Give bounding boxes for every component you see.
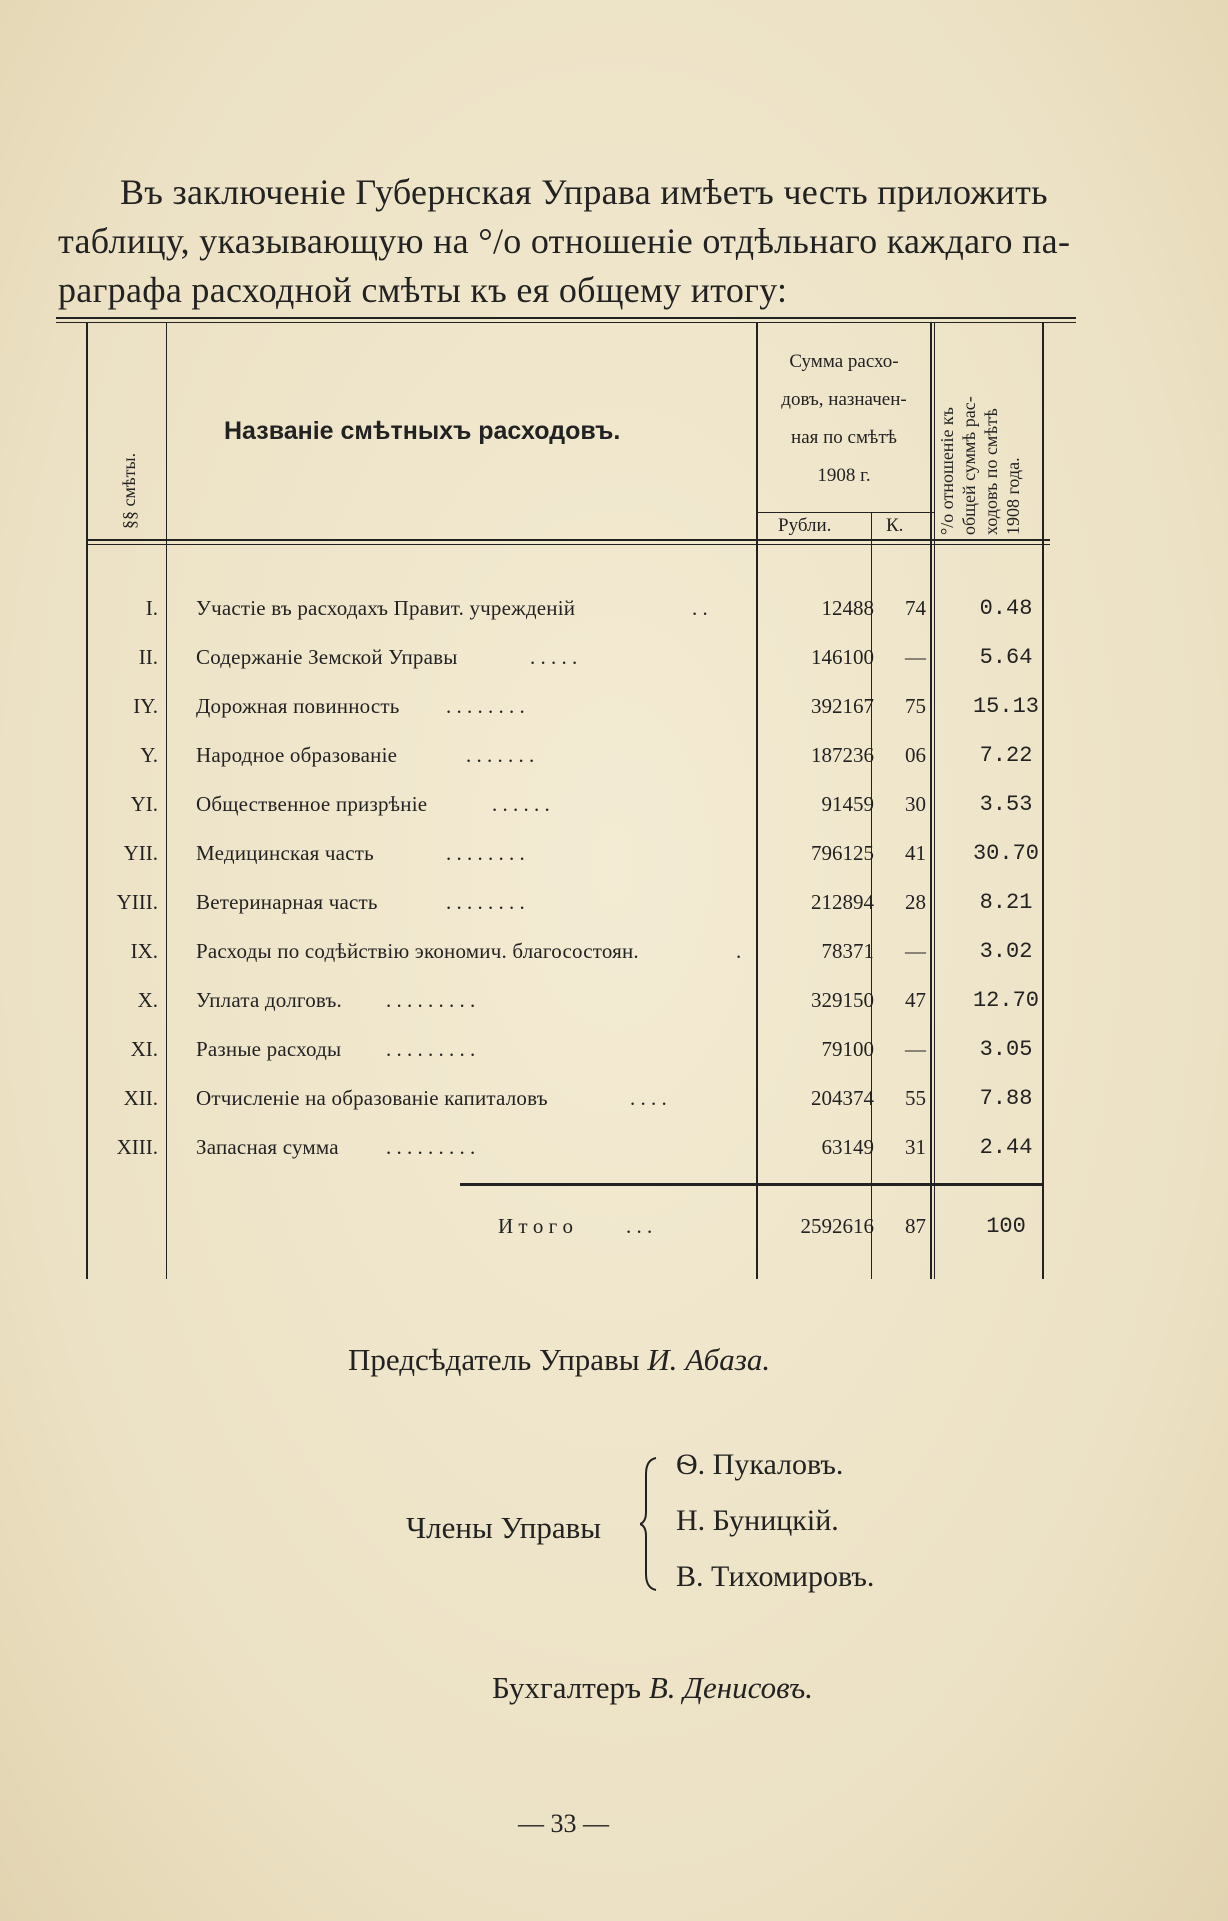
table-row [56,930,1076,979]
row-percent: 5.64 [979,645,1033,670]
header-kop: К. [886,515,904,536]
row-dots: . . . . . . . [466,743,535,767]
row-dots: . . . . . [530,645,578,669]
row-name: Расходы по содѣйствію экономич. благосостоян. [196,939,639,963]
intro-line-1: Въ заключеніе Губернская Управа имѣетъ честь приложить [120,172,1048,212]
table-row [56,979,1076,1028]
header-bottom-rule [86,539,1050,541]
accountant-line [492,1670,813,1706]
row-paragraph: Y. [140,743,158,767]
total-label: И т о г о [498,1214,573,1238]
table-top-rule [56,317,1076,319]
row-kopecks: — [905,939,926,963]
row-paragraph: IY. [133,694,158,718]
row-rubles: 79100 [821,1037,874,1061]
row-kopecks: 31 [905,1135,926,1159]
row-rubles: 187236 [811,743,874,767]
header-pct-line-1: °/o отношеніе къ [937,407,957,535]
header-paragraph: §§ смѣты. [119,452,139,529]
row-dots: . [736,939,742,963]
header-sum-line-3: ная по смѣтѣ [791,427,897,448]
table-row [56,587,1076,636]
row-dots: . . . . . . . . . [386,1135,476,1159]
table-row [56,881,1076,930]
row-rubles: 204374 [811,1086,874,1110]
row-name: Уплата долговъ. [196,988,343,1012]
row-rubles: 796125 [811,841,874,865]
accountant-name: В. Денисовъ. [648,1670,814,1705]
row-paragraph: X. [137,988,158,1012]
row-percent: 2.44 [979,1135,1033,1160]
table-total-row [56,1205,1076,1254]
table-row [56,783,1076,832]
row-kopecks: 55 [905,1086,926,1110]
member-name: Н. Буницкій. [676,1504,839,1537]
table-row [56,1077,1076,1126]
table-row [56,1126,1076,1175]
row-percent: 3.53 [979,792,1033,817]
row-kopecks: 41 [905,841,926,865]
accountant-label: Бухгалтеръ [492,1670,642,1705]
header-sum-line-2: довъ, назначен- [781,389,907,410]
row-name: Отчисленіе на образованіе капиталовъ [196,1086,548,1110]
row-rubles: 392167 [811,694,874,718]
chairman-line [348,1342,770,1378]
row-dots: . . . . . . [492,792,550,816]
total-kopecks: 87 [905,1214,926,1238]
row-kopecks: — [905,645,926,669]
intro-paragraph [58,168,1078,315]
row-dots: . . . . . . . . . [386,1037,476,1061]
row-paragraph: XII. [123,1086,158,1110]
row-percent: 8.21 [979,890,1033,915]
row-kopecks: 30 [905,792,926,816]
row-name: Ветеринарная часть [196,890,378,914]
member-name: Ѳ. Пукаловъ. [676,1448,844,1481]
chairman-name: И. Абаза. [647,1342,771,1377]
sum-subheader-rule [756,512,934,513]
row-kopecks: — [905,1037,926,1061]
header-pct-line-4: 1908 года. [1003,457,1023,535]
row-kopecks: 74 [905,596,926,620]
row-name: Дорожная повинность [196,694,400,718]
header-sum [758,343,930,495]
row-paragraph: XI. [130,1037,158,1061]
row-name: Медицинская часть [196,841,374,865]
row-name: Содержаніе Земской Управы [196,645,458,669]
table-row [56,685,1076,734]
row-percent: 30.70 [972,841,1039,866]
row-paragraph: YIII. [116,890,158,914]
row-kopecks: 47 [905,988,926,1012]
row-paragraph: IX. [130,939,158,963]
header-sum-line-1: Сумма расхо- [789,351,899,372]
header-sum-line-4: 1908 г. [817,465,871,486]
total-dots: . . . [626,1214,653,1238]
table-row [56,832,1076,881]
row-name: Народное образованіе [196,743,398,767]
row-name: Разные расходы [196,1037,342,1061]
row-paragraph: YII. [123,841,158,865]
row-dots: . . [692,596,708,620]
row-name: Общественное призрѣніе [196,792,428,816]
row-rubles: 146100 [811,645,874,669]
row-kopecks: 06 [905,743,926,767]
row-name: Запасная сумма [196,1135,339,1159]
row-dots: . . . . . . . . [446,890,525,914]
row-rubles: 91459 [821,792,874,816]
chairman-label: Предсѣдатель Управы [348,1342,640,1377]
row-kopecks: 75 [905,694,926,718]
header-pct-line-2: общей суммѣ рас- [959,396,979,535]
total-rule [460,1183,1042,1186]
header-bottom-rule-thin [86,544,1050,545]
row-rubles: 63149 [821,1135,874,1159]
header-pct-line-3: ходовъ по смѣтѣ [981,408,1001,535]
member-name: В. Тихомировъ. [676,1560,875,1593]
header-rub: Рубли. [778,515,832,536]
table-row [56,734,1076,783]
row-kopecks: 28 [905,890,926,914]
row-percent: 12.70 [972,988,1039,1013]
expense-table [56,317,1076,1279]
row-dots: . . . . [630,1086,667,1110]
row-percent: 3.05 [979,1037,1033,1062]
intro-line-2: таблицу, указывающую на °/o отношеніе отдѣльнаго каждаго па- [58,221,1071,261]
row-rubles: 78371 [821,939,874,963]
row-percent: 7.88 [979,1086,1033,1111]
table-row [56,1028,1076,1077]
row-paragraph: XIII. [116,1135,158,1159]
table-row [56,636,1076,685]
header-expense-name: Названіе смѣтныхъ расходовъ. [224,417,621,445]
row-percent: 15.13 [972,694,1039,719]
table-top-rule-thin [56,322,1076,323]
intro-line-3: раграфа расходной смѣты къ ея общему итогу: [58,270,788,310]
row-paragraph: I. [145,596,158,620]
row-dots: . . . . . . . . [446,841,525,865]
members-brace [640,1456,658,1592]
row-rubles: 212894 [811,890,874,914]
row-name: Участіе въ расходахъ Правит. учрежденій [196,596,576,620]
row-paragraph: YI. [130,792,158,816]
members-label: Члены Управы [406,1510,602,1545]
page-number: — 33 — [518,1809,609,1838]
row-rubles: 329150 [811,988,874,1012]
row-dots: . . . . . . . . . [386,988,476,1012]
row-percent: 3.02 [979,939,1033,964]
row-percent: 7.22 [979,743,1033,768]
total-rubles: 2592616 [800,1214,874,1238]
row-rubles: 12488 [821,596,874,620]
row-dots: . . . . . . . . [446,694,525,718]
row-percent: 0.48 [979,596,1033,621]
row-paragraph: II. [138,645,158,669]
total-percent: 100 [986,1214,1026,1239]
